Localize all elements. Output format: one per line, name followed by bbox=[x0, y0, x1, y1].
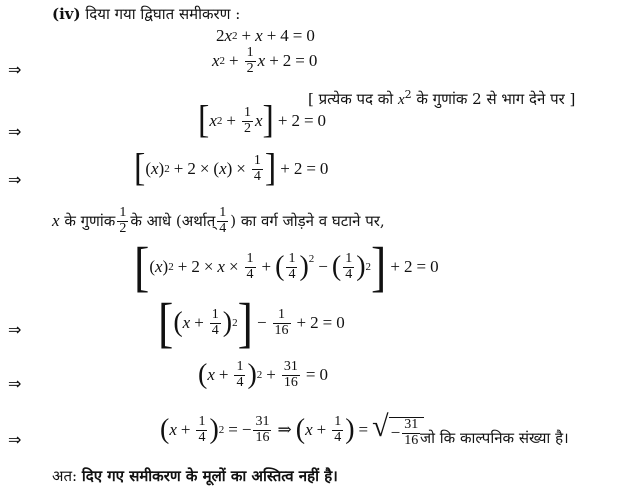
equation-expand: [ ( x ) 2 + 2 × ( x ) × $\frac{1}{4}$ ] + 2 = 0 bbox=[134, 147, 329, 190]
equation-bracket: [ x 2 + $\frac{1}{2}$ x ] + 2 = 0 bbox=[198, 99, 327, 142]
equation-complete-square: [ ( x ) 2 + 2 × x × $\frac{1}{4}$ + ( $\frac{1}{4}$ ) $^2$ − ( $\frac{1}{4}$ ) 2 ] + 2 = 0 bbox=[134, 235, 439, 297]
implies-arrow-2: ⇒ bbox=[8, 122, 22, 141]
coef-text-1: के गुणांक bbox=[64, 212, 116, 231]
equation-given: 2 x 2 + x + 4 = 0 bbox=[216, 26, 315, 45]
equation-imaginary: ( x + $\frac{1}{4}$ ) 2 = − $\frac{31}{16}$ ⇒ ( x + $\frac{1}{4}$ ) = √ − $\frac{31}{16}$ bbox=[160, 412, 424, 448]
intro-text: दिया गया द्विघात समीकरण : bbox=[85, 5, 241, 23]
note-divide-right: के गुणांक 2 से भाग देने पर ] bbox=[416, 90, 576, 108]
conclusion-bold: दिए गए समीकरण के मूलों का अस्तित्व नहीं है। bbox=[81, 467, 338, 485]
equation-simplified: ( x + $\frac{1}{4}$ ) 2 + $\frac{31}{16}$ = 0 bbox=[198, 359, 328, 391]
conclusion bbox=[52, 466, 338, 486]
equation-divided: x 2 + $\frac{1}{2}$ x + 2 = 0 bbox=[212, 45, 318, 76]
imaginary-text: जो कि काल्पनिक संख्या है। bbox=[420, 429, 569, 447]
intro-line bbox=[52, 4, 240, 24]
coef-text-2: के आधे (अर्थात् bbox=[130, 212, 216, 231]
coef-text-3: ) का वर्ग जोड़ने व घटाने पर, bbox=[230, 212, 385, 231]
equation-square-form: [ ( x + $\frac{1}{4}$ ) 2 ] − $\frac{1}{16}$ + 2 = 0 bbox=[158, 291, 345, 353]
implies-arrow-6: ⇒ bbox=[8, 430, 22, 449]
note-divide: [ प्रत्येक पद को $x^2$ के गुणांक 2 से भाग देने पर ] bbox=[308, 88, 576, 108]
implies-arrow-1: ⇒ bbox=[8, 60, 22, 79]
implies-arrow-5: ⇒ bbox=[8, 374, 22, 393]
implies-arrow-3: ⇒ bbox=[8, 170, 22, 189]
note-divide-left: [ प्रत्येक पद को bbox=[308, 90, 394, 108]
part-label: (iv) bbox=[52, 5, 81, 23]
implies-arrow-4: ⇒ bbox=[8, 320, 22, 339]
coef-line: x के गुणांक $\frac{1}{2}$ के आधे (अर्थात् $\frac{1}{4}$ ) का वर्ग जोड़ने व घटाने पर, bbox=[52, 205, 385, 236]
conclusion-prefix: अत: bbox=[52, 467, 78, 485]
